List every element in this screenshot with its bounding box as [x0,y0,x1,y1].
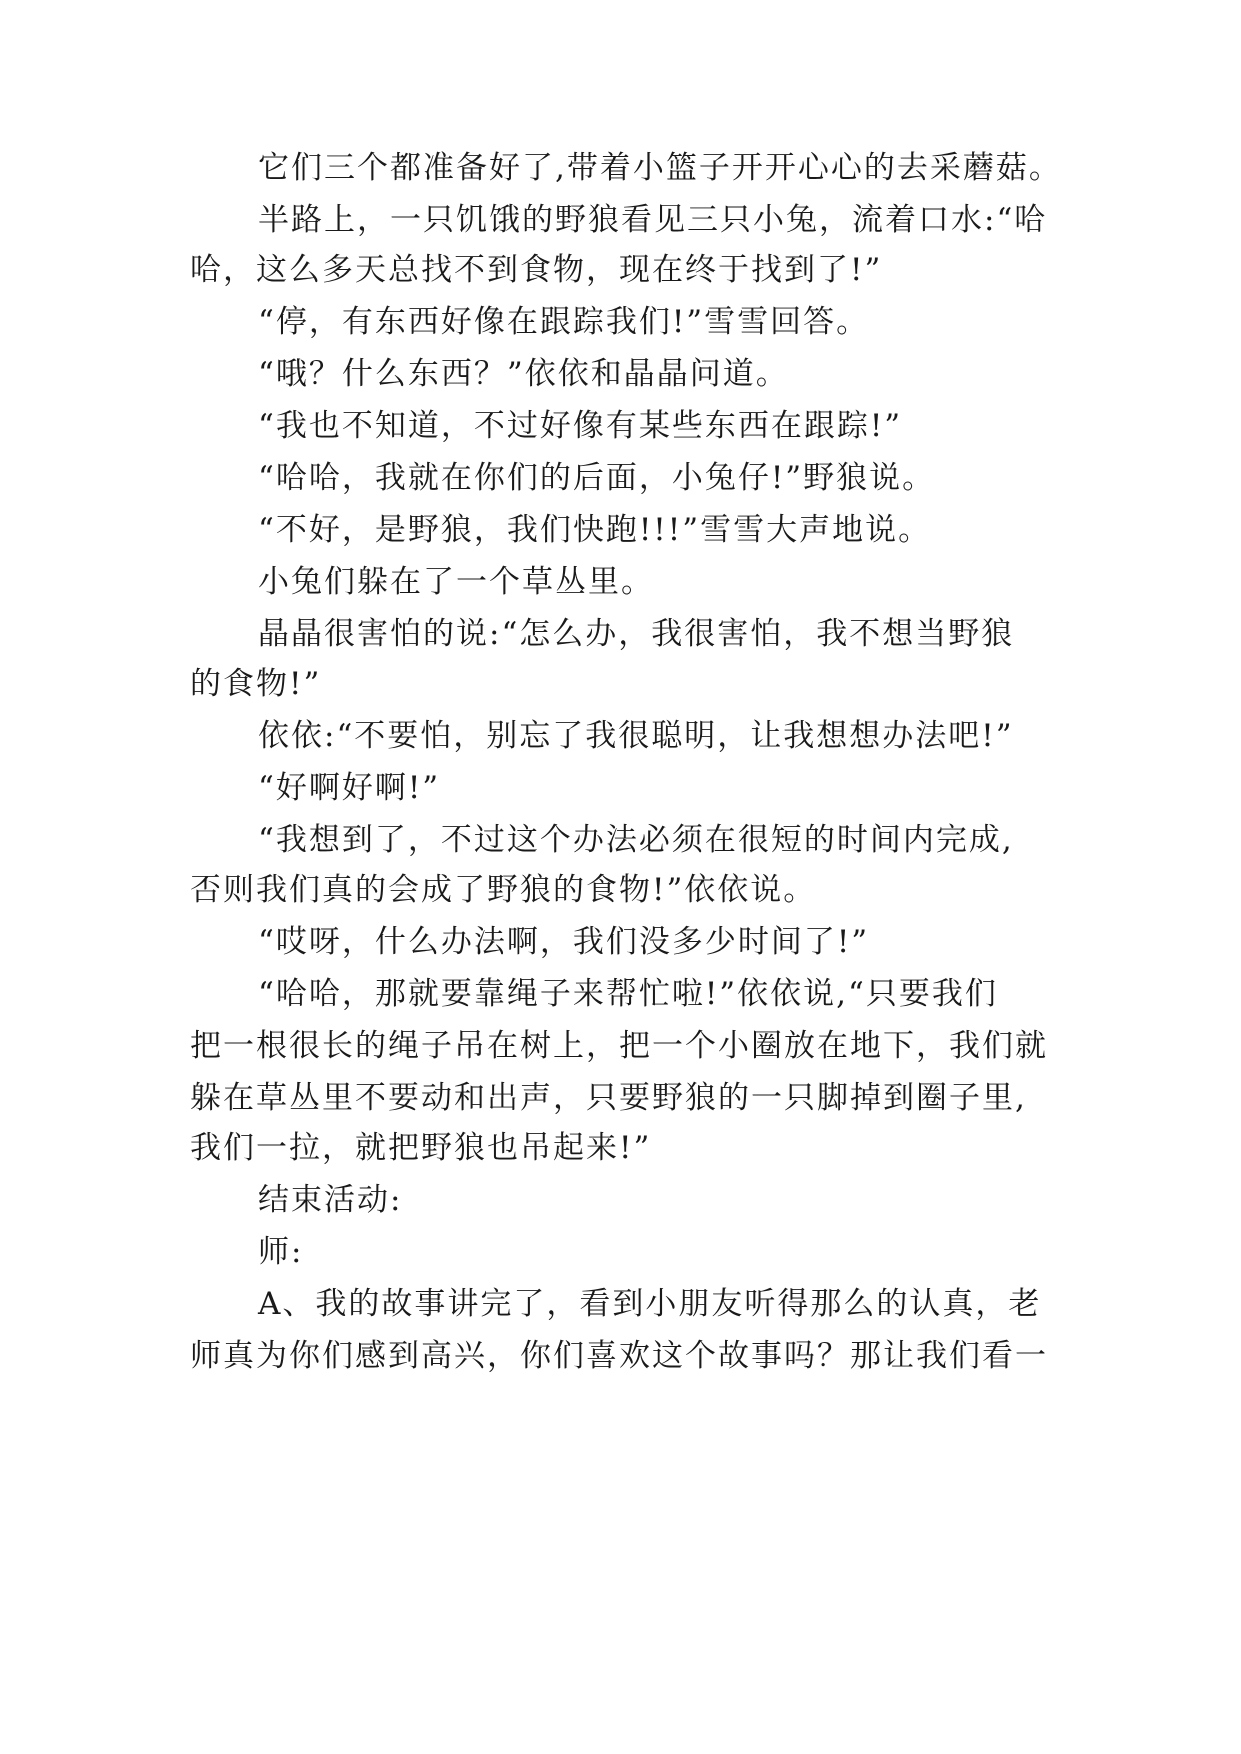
text-line: “哈哈，我就在你们的后面，小兔仔!”野狼说。 [258,460,936,496]
text-line: 把一根很长的绳子吊在树上，把一个小圈放在地下，我们就 [190,1028,1048,1064]
text-line: 师: [258,1234,304,1270]
text-line: 半路上，一只饥饿的野狼看见三只小兔，流着口水:“哈 [258,202,1048,238]
text-line: 否则我们真的会成了野狼的食物!”依依说。 [190,872,817,908]
text-line: 晶晶很害怕的说:“怎么办，我很害怕，我不想当野狼 [258,616,1015,652]
text-line: “哎呀，什么办法啊，我们没多少时间了!” [258,924,870,960]
text-line: “哈哈，那就要靠绳子来帮忙啦!”依依说,“只要我们 [258,976,998,1012]
text-line: 结束活动: [258,1182,403,1218]
text-line: 它们三个都准备好了,带着小篮子开开心心的去采蘑菇。 [258,150,1062,186]
text-line: 躲在草丛里不要动和出声，只要野狼的一只脚掉到圈子里, [190,1080,1027,1116]
text-line: 师真为你们感到高兴，你们喜欢这个故事吗？那让我们看一 [190,1338,1048,1374]
text-line: A、我的故事讲完了，看到小朋友听得那么的认真，老 [258,1286,1042,1322]
text-line: 的食物!” [190,666,322,702]
text-line: 我们一拉，就把野狼也吊起来!” [190,1130,652,1166]
text-line: “停，有东西好像在跟踪我们!”雪雪回答。 [258,304,870,340]
text-line: 小兔们躲在了一个草丛里。 [258,564,654,600]
text-line: “好啊好啊!” [258,770,441,806]
text-line: “我也不知道，不过好像有某些东西在跟踪!” [258,408,903,444]
text-line: “不好，是野狼，我们快跑!!!”雪雪大声地说。 [258,512,932,548]
text-line: “哦？什么东西？”依依和晶晶问道。 [258,356,789,392]
text-line: “我想到了，不过这个办法必须在很短的时间内完成, [258,822,1014,858]
text-line: 依依:“不要怕，别忘了我很聪明，让我想想办法吧!” [258,718,1014,754]
text-line: 哈，这么多天总找不到食物，现在终于找到了!” [190,252,883,288]
